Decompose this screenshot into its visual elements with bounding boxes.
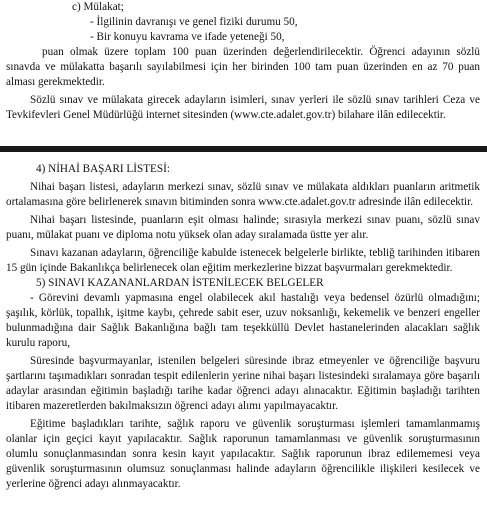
section-4-heading: 4) NİHAİ BAŞARI LİSTESİ:	[36, 163, 170, 175]
bottom-section	[6, 162, 480, 492]
page-divider	[0, 146, 487, 152]
mulakat-heading: c) Mülakat;	[72, 1, 124, 13]
announcement-paragraph: Sözlü sınav ve mülakata girecek adayların isimleri, sınav yerleri ile sözlü sınav tarihleri Ceza ve Tevkifevleri Genel Müdürlüğü internet sitesinden (www.cte.adalet.gov.tr) bilahare ilân edilecektir.	[6, 94, 480, 121]
section-5-heading: 5) SINAVI KAZANANLARDAN İSTENİLECEK BELGELER	[36, 277, 324, 289]
mulakat-item-behavior: - İlgilinin davranışı ve genel fiziki durumu 50,	[90, 16, 298, 28]
section-5-paragraph-registration: Eğitime başladıkları tarihte, sağlık raporu ve güvenlik soruşturması işlemleri tamamlanmamış olanlar için geçici kayıt yapılacaktır. Sağlık raporunun tamamlanması ve güvenlik soruşturmasının olumlu sonuçlanmasından sonra kesin kayıt yapılacaktır. Sağlık raporunun ibraz edilememesi veya güvenlik soruşturmasının olumsuz sonuçlanması halinde adayların öğrencilikle ilişkileri kesilecek ve yerlerine öğrenci adayı alınmayacaktır.	[6, 418, 480, 490]
mulakat-scoring-paragraph: puan olmak üzere toplam 100 puan üzerinden değerlendirilecektir. Öğrenci adayının sözlü sınavda ve mülakatta başarılı sayılabilmesi için her birinden 100 tam puan üzerinden en az 70 puan alması gerekmektedir.	[6, 46, 480, 88]
section-5-item-health-report: - Görevini devamlı yapmasına engel olabilecek akıl hastalığı veya bedensel özürlü olmadığını; şaşılık, körlük, topallık, işitme kaybı, çehrede sabit eser, uzuv noksanlığı, kekemelik ve benzeri engeller bulunmadığına dair Sağlık Bakanlığına bağlı tam teşekküllü Devlet hastanelerinden alacakları sağlık kurulu raporu,	[6, 292, 480, 349]
top-section	[6, 0, 480, 123]
section-5-paragraph-replacement: Süresinde başvurmayanlar, istenilen belgeleri süresinde ibraz etmeyenler ve öğrenciliğe başvuru şartlarını taşımadıkları sonradan tespit edilenlerin yerine nihai başarı listesindeki sıralamaya göre başarılı adaylar arasından eğitimin başladığı tarihe kadar öğrenci adayı alınacaktır. Eğitimin başladığı tarihten itibaren mazeretlerden bakılmaksızın öğrenci adayı alımı yapılmayacaktır.	[6, 355, 480, 412]
section-4-paragraph-3: Sınavı kazanan adayların, öğrenciliğe kabulde istenecek belgelerle birlikte, tebliğ tarihinden itibaren 15 gün içinde Bakanlıkça belirlenecek olan eğitim merkezlerine bizzat başvurmaları gerekmektedir.	[6, 247, 480, 274]
mulakat-item-comprehension: - Bir konuyu kavrama ve ifade yeteneği 50,	[90, 31, 285, 43]
section-4-paragraph-1: Nihai başarı listesi, adayların merkezi sınav, sözlü sınav ve mülakata aldıkları puanların aritmetik ortalamasına göre belirlenerek sınavın bitiminden sonra www.cte.adalet.gov.tr adresinde ilân edilecektir.	[6, 181, 480, 208]
section-4-paragraph-2: Nihai başarı listesinde, puanların eşit olması halinde; sırasıyla merkezi sınav puanı, sözlü sınav puanı, mülakat puanı ve diploma notu yüksek olan aday sıralamada üstte yer alır.	[6, 214, 480, 241]
